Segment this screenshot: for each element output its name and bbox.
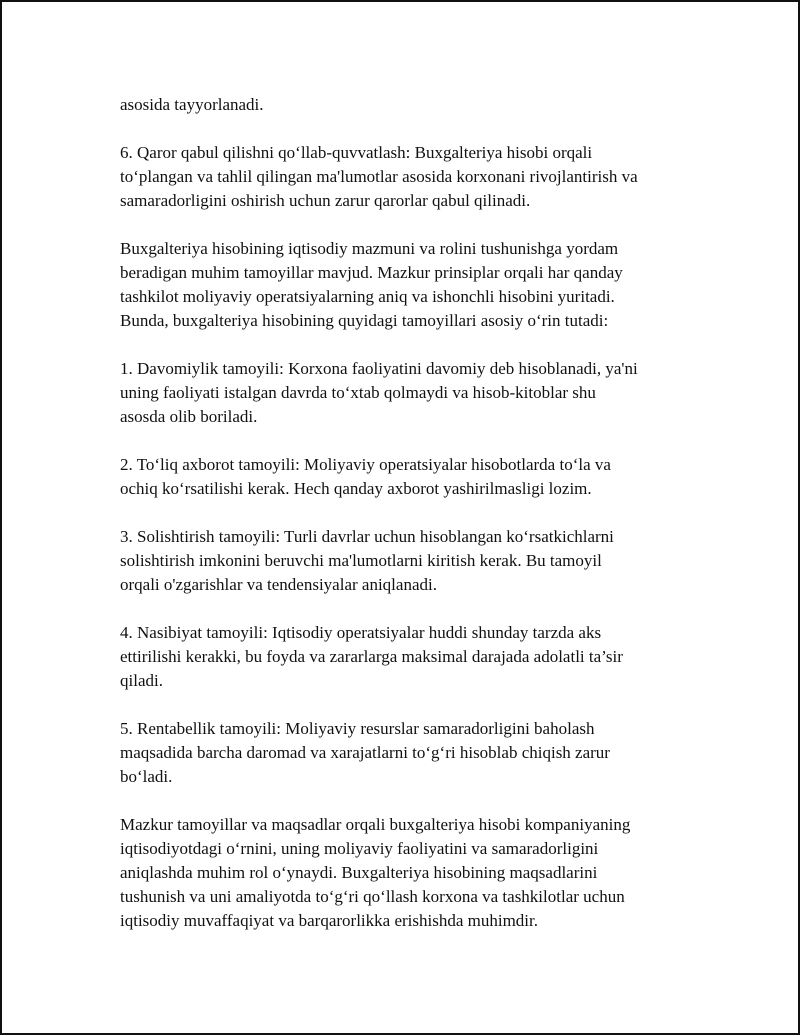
paragraph-item-6: 6. Qaror qabul qilishni qo‘llab-quvvatlash: Buxgalteriya hisobi orqali to‘plangan va tahlil qilingan ma'lumotlar asosida korxonani rivojlantirish va samaradorligini oshirish uchun zarur qarorlar qabul qilinadi.: [120, 143, 638, 210]
paragraph-principle-2: 2. To‘liq axborot tamoyili: Moliyaviy operatsiyalar hisobotlarda to‘la va ochiq ko‘rsatilishi kerak. Hech qanday axborot yashirilmasligi lozim.: [120, 455, 611, 498]
paragraph-principle-5: 5. Rentabellik tamoyili: Moliyaviy resurslar samaradorligini baholash maqsadida barcha daromad va xarajatlarni to‘g‘ri hisoblab chiqish zarur bo‘ladi.: [120, 719, 610, 786]
paragraph-continuation: asosida tayyorlanadi.: [120, 95, 264, 114]
paragraph-principle-4: 4. Nasibiyat tamoyili: Iqtisodiy operatsiyalar huddi shunday tarzda aks ettirilishi kerakki, bu foyda va zararlarga maksimal darajada adolatli ta’sir qiladi.: [120, 623, 623, 690]
paragraph-principle-1: 1. Davomiylik tamoyili: Korxona faoliyatini davomiy deb hisoblanadi, ya'ni uning faoliyati istalgan davrda to‘xtab qolmaydi va hisob-kitoblar shu asosda olib boriladi.: [120, 359, 638, 426]
paragraph-principle-3: 3. Solishtirish tamoyili: Turli davrlar uchun hisoblangan ko‘rsatkichlarni solishtirish imkonini beruvchi ma'lumotlarni kiritish kerak. Bu tamoyil orqali o'zgarishlar va tendensiyalar aniqlanadi.: [120, 527, 614, 594]
document-body: [120, 93, 690, 933]
paragraph-principles-intro: Buxgalteriya hisobining iqtisodiy mazmuni va rolini tushunishga yordam beradigan muhim tamoyillar mavjud. Mazkur prinsiplar orqali har qanday tashkilot moliyaviy operatsiyalarning aniq va ishonchli hisobini yuritadi. Bunda, buxgalteriya hisobining quyidagi tamoyillari asosiy o‘rin tutadi:: [120, 239, 623, 330]
paragraph-conclusion: Mazkur tamoyillar va maqsadlar orqali buxgalteriya hisobi kompaniyaning iqtisodiyotdagi o‘rnini, uning moliyaviy faoliyatini va samaradorligini aniqlashda muhim rol o‘ynaydi. Buxgalteriya hisobining maqsadlarini tushunish va uni amaliyotda to‘g‘ri qo‘llash korxona va tashkilotlar uchun iqtisodiy muvaffaqiyat va barqarorlikka erishishda muhimdir.: [120, 815, 631, 930]
